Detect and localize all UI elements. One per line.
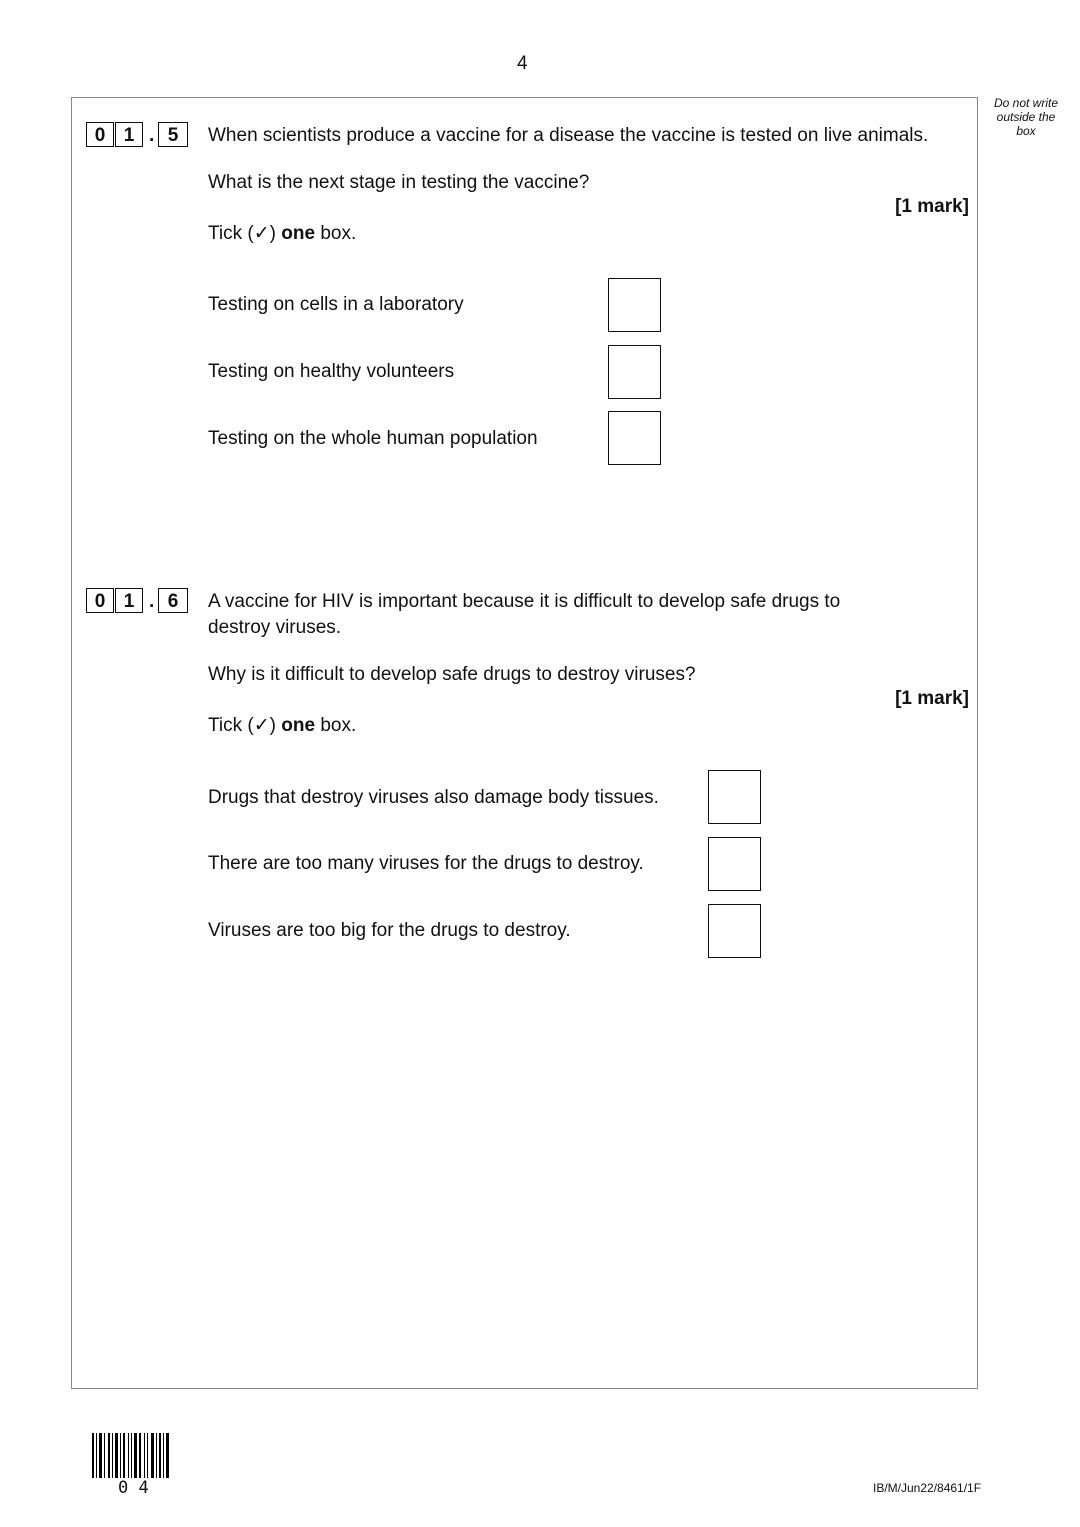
question-digit: 1	[115, 122, 143, 147]
instruction-text: box.	[315, 715, 357, 736]
tick-instruction	[208, 222, 356, 245]
barcode-bar	[139, 1433, 141, 1478]
option-label: Drugs that destroy viruses also damage body tissues.	[208, 787, 659, 808]
tick-instruction	[208, 714, 356, 737]
barcode-bar	[134, 1433, 137, 1478]
answer-frame	[71, 97, 978, 1389]
answer-checkbox[interactable]	[608, 278, 661, 332]
barcode-bar	[147, 1433, 148, 1478]
option-label: Testing on healthy volunteers	[208, 361, 455, 382]
option-label: Testing on the whole human population	[208, 428, 538, 449]
question-stem: destroy viruses.	[208, 617, 342, 638]
barcode-bar	[159, 1433, 161, 1478]
answer-checkbox[interactable]	[708, 904, 761, 958]
instruction-text: Tick (✓)	[208, 715, 282, 736]
question-digit: 0	[86, 588, 114, 613]
instruction-bold: one	[281, 715, 316, 736]
question-prompt: What is the next stage in testing the vaccine?	[208, 172, 590, 193]
instruction-bold: one	[281, 223, 316, 244]
question-digit: 1	[115, 588, 143, 613]
page-number: 4	[517, 53, 528, 74]
barcode-bar	[131, 1433, 132, 1478]
answer-checkbox[interactable]	[708, 837, 761, 891]
marks-label: [1 mark]	[895, 196, 969, 217]
barcode-bar	[112, 1433, 113, 1478]
instruction-text: Tick (✓)	[208, 223, 282, 244]
question-digit: 5	[158, 122, 188, 147]
option-label: There are too many viruses for the drugs to destroy.	[208, 853, 644, 874]
answer-checkbox[interactable]	[608, 345, 661, 399]
barcode-bar	[115, 1433, 118, 1478]
margin-note: Do not write outside the box	[993, 96, 1059, 138]
barcode-bar	[163, 1433, 164, 1478]
barcode-bar	[144, 1433, 145, 1478]
barcode-bar	[123, 1433, 125, 1478]
barcode-bar	[92, 1433, 94, 1478]
question-digit: 6	[158, 588, 188, 613]
marks-label: [1 mark]	[895, 688, 969, 709]
instruction-text: box.	[315, 223, 357, 244]
barcode-bar	[104, 1433, 105, 1478]
question-dot: .	[149, 125, 155, 146]
question-dot: .	[149, 591, 155, 612]
option-label: Testing on cells in a laboratory	[208, 294, 464, 315]
barcode-bar	[120, 1433, 121, 1478]
barcode-bar	[108, 1433, 110, 1478]
answer-checkbox[interactable]	[608, 411, 661, 465]
answer-checkbox[interactable]	[708, 770, 761, 824]
paper-reference: IB/M/Jun22/8461/1F	[873, 1481, 982, 1495]
option-label: Viruses are too big for the drugs to destroy.	[208, 920, 571, 941]
barcode-bar	[166, 1433, 169, 1478]
barcode-bar	[128, 1433, 129, 1478]
barcode-bar	[156, 1433, 157, 1478]
barcode-bar	[99, 1433, 102, 1478]
barcode-number: 0 4	[118, 1478, 149, 1498]
barcode-bar	[96, 1433, 97, 1478]
question-stem: A vaccine for HIV is important because it is difficult to develop safe drugs to	[208, 591, 841, 612]
barcode-bar	[151, 1433, 154, 1478]
barcode	[92, 1433, 189, 1478]
question-prompt: Why is it difficult to develop safe drugs to destroy viruses?	[208, 664, 696, 685]
question-stem: When scientists produce a vaccine for a disease the vaccine is tested on live animals.	[208, 125, 929, 146]
question-digit: 0	[86, 122, 114, 147]
